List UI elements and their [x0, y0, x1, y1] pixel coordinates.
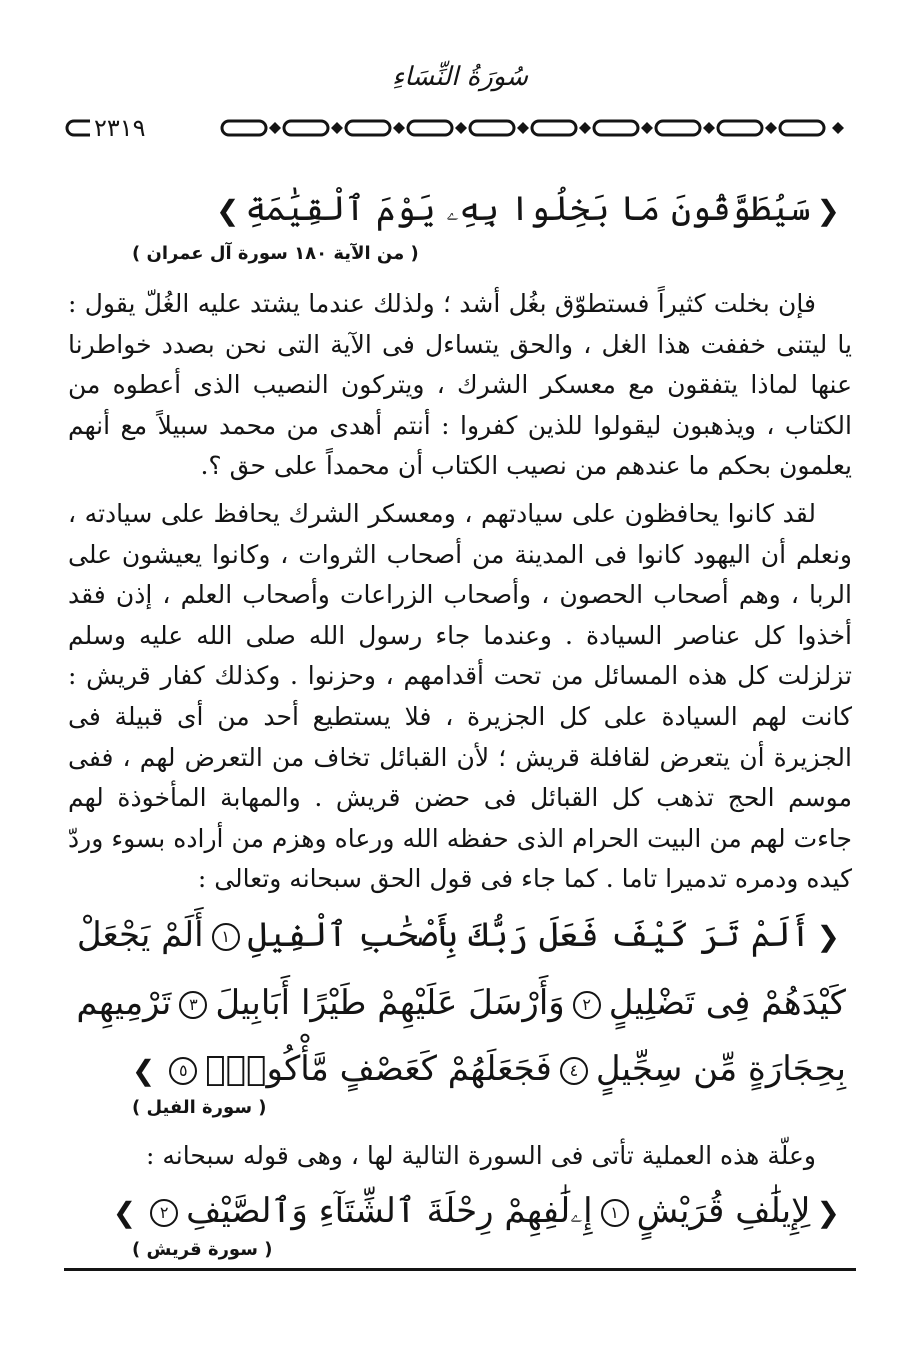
verse-open-ornament: ❮ — [816, 1196, 840, 1229]
surah-quraysh-citation: ( سورة قريش ) — [132, 1239, 273, 1260]
quran-verse-surah-al-fil — [74, 902, 846, 1104]
surah-al-fil-citation: ( سورة الفيل ) — [132, 1097, 267, 1118]
ayah-text: وَأَرْسَلَ عَلَيْهِمْ طَيْرًا أَبَابِيلَ — [215, 983, 565, 1023]
ornamental-header-rule — [64, 112, 856, 144]
footer-rule — [64, 1268, 856, 1271]
ayah-number: ١ — [601, 1199, 629, 1227]
ayah-number: ١ — [212, 923, 240, 951]
ayah-text: فَجَعَلَهُمْ كَعَصْفٍ مَّأْكُولٍۭ — [205, 1049, 552, 1089]
quran-verse-1 — [74, 176, 846, 244]
paragraph-3: وعلّة هذه العملية تأتى فى السورة التالية لها ، وهى قوله سبحانه : — [146, 1141, 816, 1170]
verse-open-ornament: ❮ — [816, 920, 840, 953]
verse-open-ornament: ❮ — [816, 194, 840, 227]
paragraph-2: لقد كانوا يحافظون على سيادتهم ، ومعسكر الشرك يحافظ على سيادته ، ونعلم أن اليهود كانوا فى المدينة من أصحاب الثروات ، وكانوا يعيشون على الربا ، وهم أصحاب الحصون ، وأصحاب الزراعات وأصحاب العلم ، إذن فقد أخذوا كل عناصر السيادة . وعندما جاء رسول الله صلى الله عليه وسلم تزلزلت كل هذه المسائل من تحت أقدامهم ، وحزنوا . وكذلك كفار قريش : كانت لهم السيادة على كل الجزيرة ، فلا يستطيع أحد من أى قبيلة فى الجزيرة أن يتعرض لقافلة قريش ؛ لأن القبائل تخاف من التعرض لهم ، ففى موسم الحج تذهب كل القبائل فى حضن قريش . والمهابة المأخوذة لهم جاءت لهم من البيت الحرام الذى حفظه الله ورعاه وهزم من أراده بسوء وردّ كيده ودمره تدميرا تاما . كما جاء فى قول الحق سبحانه وتعالى : — [68, 499, 852, 894]
ayah-text: أَلَمْ يَجْعَلْ كَيْدَهُمْ فِى تَضْلِيلٍ — [76, 915, 846, 1023]
ayah-text: إِۦلَٰفِهِمْ رِحْلَةَ ٱلشِّتَآءِ وَٱلصَّيْفِ — [186, 1191, 593, 1231]
verse-close-ornament: ❯ — [112, 1196, 137, 1229]
page-number: ٢٣١٩ — [90, 112, 150, 144]
ayah-number: ٥ — [169, 1057, 197, 1085]
ayah-number: ٣ — [179, 991, 207, 1019]
verse-close-ornament: ❯ — [131, 1054, 156, 1087]
ayah-number: ٤ — [560, 1057, 588, 1085]
ayah-text: لِإِيلَٰفِ قُرَيْشٍ — [636, 1191, 811, 1231]
ayah-number: ٢ — [573, 991, 601, 1019]
ayah-text: تَرْمِيهِم بِحِجَارَةٍ مِّن سِجِّيلٍ — [76, 983, 846, 1089]
verse-1-citation: ( من الآية ١٨٠ سورة آل عمران ) — [132, 243, 419, 264]
ayah-number: ٢ — [150, 1199, 178, 1227]
paragraph-1: فإن بخلت كثيراً فستطوّق بغُل أشد ؛ ولذلك عندما يشتد عليه الغُلّ يقول : يا ليتنى خففت هذا الغل ، والحق يتساءل فى الآية التى نحن بصدد خواطرنا عنها لماذا يتفقون مع معسكر الشرك ، ويتركون النصيب الذى أعطوه من الكتاب ، ويذهبون ليقولوا للذين كفروا : أنتم أهدى من محمد سبيلاً مع أنهم يعلمون بحكم ما عندهم من نصيب الكتاب أن محمداً على حق ؟. — [68, 289, 852, 481]
quran-verse-surah-quraysh — [74, 1178, 846, 1246]
verse-close-ornament: ❯ — [216, 194, 240, 227]
ayah-text: أَلَمْ تَرَ كَيْفَ فَعَلَ رَبُّكَ بِأَصْحَٰبِ ٱلْفِيلِ — [247, 915, 811, 955]
verse-text: سَيُطَوَّقُونَ مَا بَخِلُوا بِهِۦ يَوْمَ ٱلْقِيَٰمَةِ — [245, 189, 811, 229]
surah-title: سُورَةُ النِّسَاءِ — [392, 62, 528, 92]
